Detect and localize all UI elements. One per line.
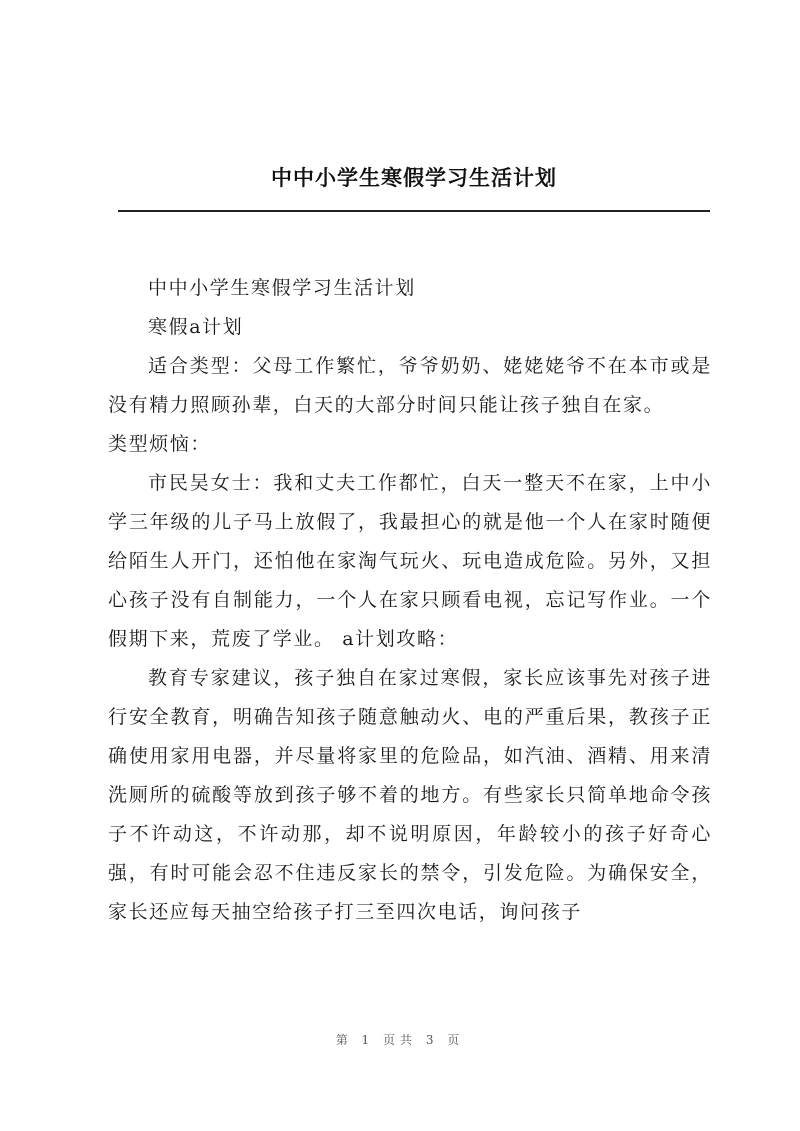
paragraph-citizen-story: 市民吴女士：我和丈夫工作都忙，白天一整天不在家，上中小学三年级的儿子马上放假了，我最担心的就是他一个人在家时随便给陌生人开门，还怕他在家淘气玩火、玩电造成危险。另外，又担心孩子没有自制能力，一个人在家只顾看电视，忘记写作业。一个假期下来，荒废了学业。 a计划攻略： [108,472,712,650]
page-number-footer: 第 1 页共 3 页 [335,1033,465,1047]
document-title: 中中小学生寒假学习生活计划 [271,166,557,190]
title-underline [118,210,710,212]
paragraph-heading: 中中小学生寒假学习生活计划 [148,277,416,299]
paragraph-suitable-type: 适合类型：父母工作繁忙，爷爷奶奶、姥姥姥爷不在本市或是没有精力照顾孙辈，白天的大部分时间只能让孩子独自在家。 [108,355,712,416]
paragraph-plan-label: 寒假a计划 [148,316,244,338]
document-body [108,269,712,932]
paragraph-type-troubles: 类型烦恼： [108,433,212,455]
paragraph-expert-advice: 教育专家建议，孩子独自在家过寒假，家长应该事先对孩子进行安全教育，明确告知孩子随意触动火、电的严重后果，教孩子正确使用家用电器，并尽量将家里的危险品，如汽油、酒精、用来清洗厕所的硫酸等放到孩子够不着的地方。有些家长只简单地命令孩子不许动这，不许动那，却不说明原因，年龄较小的孩子好奇心强，有时可能会忍不住违反家长的禁令，引发危险。为确保安全，家长还应每天抽空给孩子打三至四次电话，询问孩子 [108,667,712,923]
